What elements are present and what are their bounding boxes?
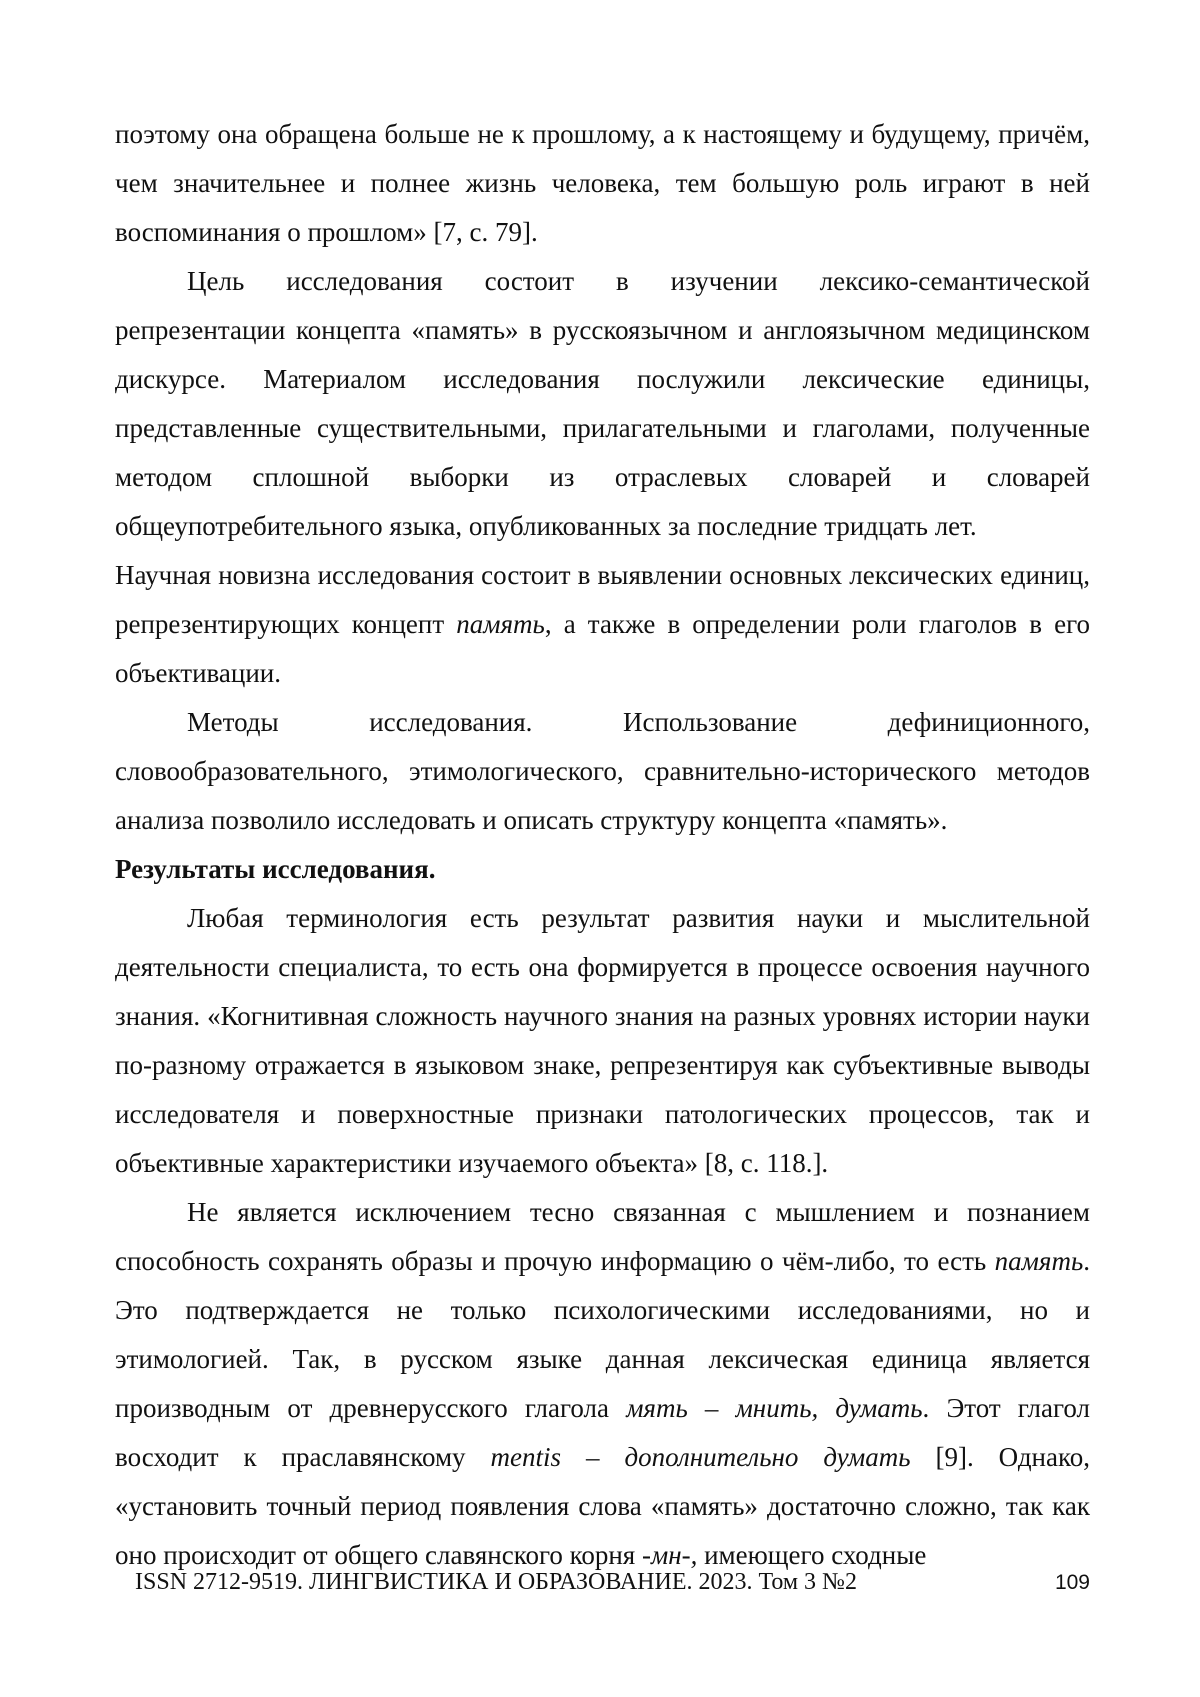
- etymology-text-5: имеющего сходные: [697, 1540, 926, 1570]
- novelty-term-memory: память: [456, 609, 545, 639]
- paper-page: [0, 0, 1200, 1697]
- novelty-text-1: Научная новизна исследования состоит в выявлении основных лексических единиц, репрезентирующих концепт: [115, 560, 1090, 639]
- etymology-text-4: [9]. Однако, «установить точный период появления слова «память» достаточно сложно, так как оно происходит от общего славянского корня: [115, 1442, 1090, 1570]
- page-footer: [135, 1569, 1090, 1596]
- etymology-text-3: . Этот глагол восходит к праславянскому: [115, 1393, 1090, 1472]
- paragraph-aim: Цель исследования состоит в изучении лексико-семантической репрезентации концепта «память» в русскоязычном и англоязычном медицинском дискурсе. Материалом исследования послужили лексические единицы, представленные существительными, прилагательными и глаголами, полученные методом сплошной выборки из отраслевых словарей и словарей общеупотребительного языка, опубликованных за последние тридцать лет.: [115, 257, 1090, 551]
- etymology-term-root: -мн-,: [642, 1540, 697, 1570]
- section-heading-results: Результаты исследования.: [115, 845, 1090, 894]
- paragraph-etymology: [115, 1188, 1090, 1580]
- article-body: [115, 110, 1090, 1580]
- page-number: 109: [1055, 1571, 1090, 1595]
- etymology-term-memory: память: [995, 1246, 1084, 1276]
- paragraph-terminology: Любая терминология есть результат развития науки и мыслительной деятельности специалиста, то есть она формируется в процессе освоения научного знания. «Когнитивная сложность научного знания на разных уровнях истории науки по-разному отражается в языковом знаке, репрезентируя как субъективные выводы исследователя и поверхностные признаки патологических процессов, так и объективные характеристики изучаемого объекта» [8, с. 118.].: [115, 894, 1090, 1188]
- etymology-term-mentis: mentis – дополнительно думать: [491, 1442, 911, 1472]
- journal-citation: ISSN 2712-9519. ЛИНГВИСТИКА И ОБРАЗОВАНИЕ. 2023. Том 3 №2: [135, 1569, 857, 1596]
- novelty-text-2: , а также в определении роли глаголов в его объективации.: [115, 609, 1090, 688]
- etymology-term-myat: мять – мнить, думать: [626, 1393, 922, 1423]
- paragraph-continuation: поэтому она обращена больше не к прошлому, а к настоящему и будущему, причём, чем значительнее и полнее жизнь человека, тем большую роль играют в ней воспоминания о прошлом» [7, с. 79].: [115, 110, 1090, 257]
- paragraph-methods: Методы исследования. Использование дефиниционного, словообразовательного, этимологического, сравнительно-исторического методов анализа позволило исследовать и описать структуру концепта «память».: [115, 698, 1090, 845]
- etymology-text-1: Не является исключением тесно связанная с мышлением и познанием способность сохранять образы и прочую информацию о чём-либо, то есть: [115, 1197, 1090, 1276]
- paragraph-novelty: [115, 551, 1090, 698]
- etymology-text-2: . Это подтверждается не только психологическими исследованиями, но и этимологией. Так, в русском языке данная лексическая единица является производным от древнерусского глагола: [115, 1246, 1090, 1423]
